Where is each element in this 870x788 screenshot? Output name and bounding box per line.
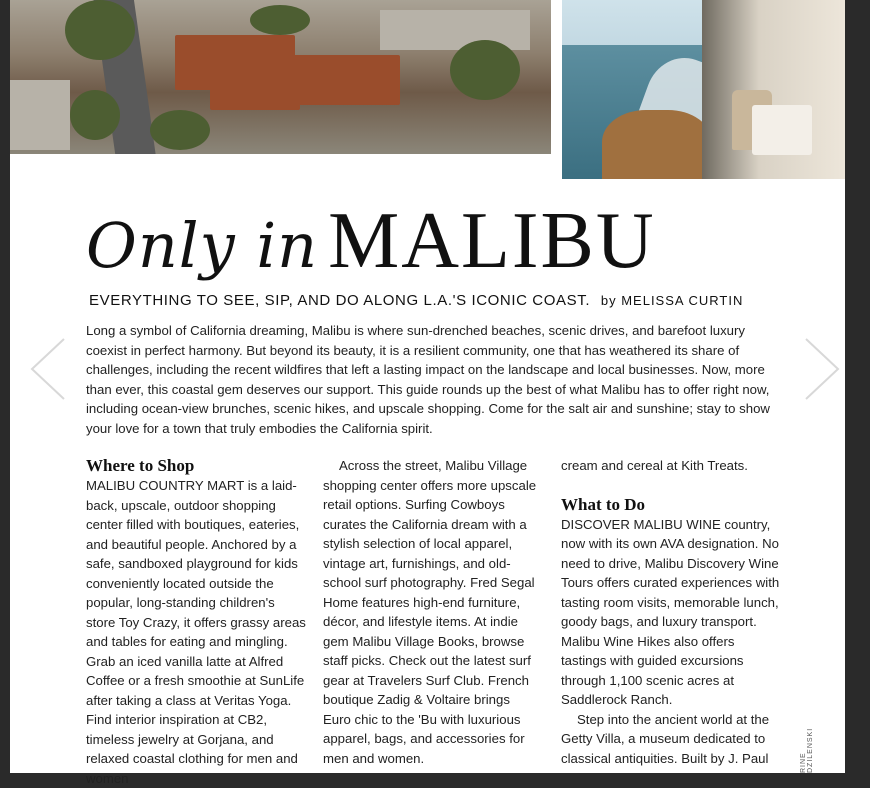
column-2 [323,456,538,768]
aerial-photo-country-mart [10,0,551,154]
continued-text: cream and cereal at Kith Treats. [561,458,748,473]
shop-paragraph: MALIBU COUNTRY MART is a laid-back, upscale, outdoor shopping center filled with boutiques, eateries, and beautiful people. Anchored by a safe, sandboxed playground for kids conveniently located outside the popular, long-standing children's store Toy Crazy, it offers grassy areas and tables for eating and mingling. Grab an iced vanilla latte at Alfred Coffee or a fresh smoothie at SunLife after taking a class at Veritas Yoga. Find interior inspiration at CB2, timeless jewelry at Gorjana, and relaxed coastal clothing for men and women [86,478,306,786]
page-title [86,196,786,286]
intro-paragraph: Long a symbol of California dreaming, Malibu is where sun-drenched beaches, scenic drives, and barefoot luxury coexist in perfect harmony. But beyond its beauty, it is a resilient community, one that has weathered its share of challenges, including the recent wildfires that left a lasting impact on the landscape and local businesses. Now, more than ever, this coastal gem deserves our support. This guide rounds up the best of what Malibu has to offer right now, including ocean-view brunches, scenic hikes, and upscale shopping. Come for the salt air and sunshine; stay to show your love for a town that truly embodies the California spirit. [86,323,770,436]
title-italic: Only in [86,209,319,282]
section-heading-shop: Where to Shop [86,456,195,475]
chevron-left-icon [26,335,70,403]
village-paragraph: Across the street, Malibu Village shopping center offers more upscale retail options. Surfing Cowboys curates the California dream with a stylish selection of local apparel, vintage art, furnishings, and old-school surf photography. Fred Segal Home features high-end furniture, décor, and lifestyle items. At indie gem Malibu Village Books, browse staff picks. Check out the latest surf gear at Travelers Surf Club. French boutique Zadig & Voltaire brings Euro chic to the 'Bu with luxurious apparel, bags, and accessories for men and women. [323,458,537,766]
previous-page-arrow[interactable] [26,335,70,403]
wine-paragraph: DISCOVER MALIBU WINE country, now with its own AVA designation. No need to drive, Malibu Discovery Wine Tours offers curated experiences with tasting room visits, memorable lunch, goody bags, and luxury transport. Malibu Wine Hikes also offers tastings with guided excursions through 1,100 scenic acres at Saddlerock Ranch. [561,516,780,707]
chevron-right-icon [800,335,844,403]
photo-credit: RINE DZILENSKI [800,727,814,773]
column-3 [561,456,781,768]
ocean-view-restaurant-photo [562,0,845,179]
section-heading-do: What to Do [561,494,646,514]
getty-paragraph: Step into the ancient world at the Getty Villa, a museum dedicated to classical antiquities. Built by J. Paul [561,711,770,766]
subtitle-text: EVERYTHING TO SEE, SIP, AND DO ALONG L.A.'S ICONIC COAST. [89,292,591,309]
byline: by MELISSA CURTIN [600,293,744,308]
subtitle [89,292,789,309]
column-1 [86,456,306,788]
title-caps: MALIBU [328,197,656,285]
next-page-arrow[interactable] [800,335,844,403]
